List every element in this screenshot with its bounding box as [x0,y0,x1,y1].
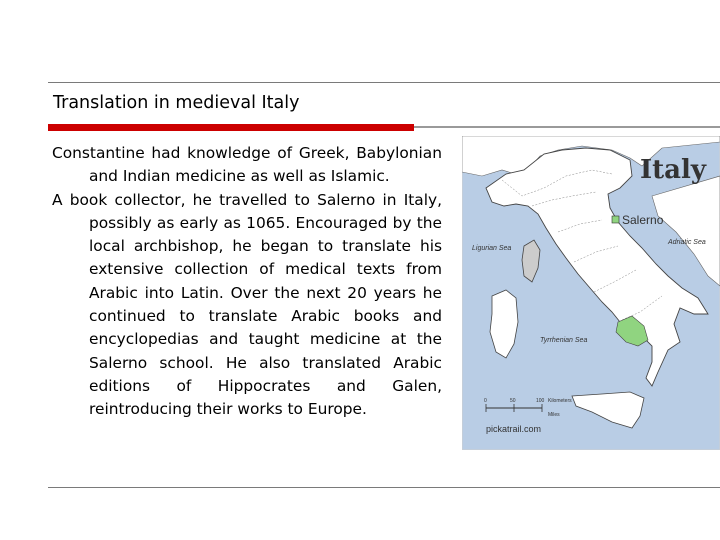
italy-map [462,136,720,450]
slide-body [52,142,442,422]
map-credit: pickatrail.com [486,424,542,434]
paragraph-book-collector: A book collector, he travelled to Salerno in Italy, possibly as early as 1065. Encouraged by the local archbishop, he began to translate his extensive collection of medical texts from Arabic into Latin. Over the next 20 years he continued to translate Arabic books and encyclopedias and taught medicine at the Salerno school. He also translated Arabic editions of Hippocrates and Galen, reintroducing their works to Europe. [52,190,442,419]
scale-tick-100: 100 [536,398,545,404]
salerno-label: Salerno [622,213,664,227]
bottom-rule [48,487,720,488]
title-underline-red [48,124,414,131]
scale-tick-0: 0 [484,398,487,404]
scale-mi-label: Miles [548,412,560,418]
ligurian-sea-label: Ligurian Sea [472,245,512,252]
tyrrhenian-sea-label: Tyrrhenian Sea [540,337,588,344]
scale-tick-50: 50 [510,398,516,404]
map-title: Italy [640,155,707,185]
top-rule [48,82,720,83]
scale-km-label: Kilometers [548,398,572,404]
adriatic-sea-label: Adriatic Sea [668,239,706,246]
paragraph-constantine: Constantine had knowledge of Greek, Babylonian and Indian medicine as well as Islamic. [52,144,442,186]
title-underline-gray [414,126,720,128]
slide-title: Translation in medieval Italy [53,93,300,113]
salerno-marker [612,216,619,223]
